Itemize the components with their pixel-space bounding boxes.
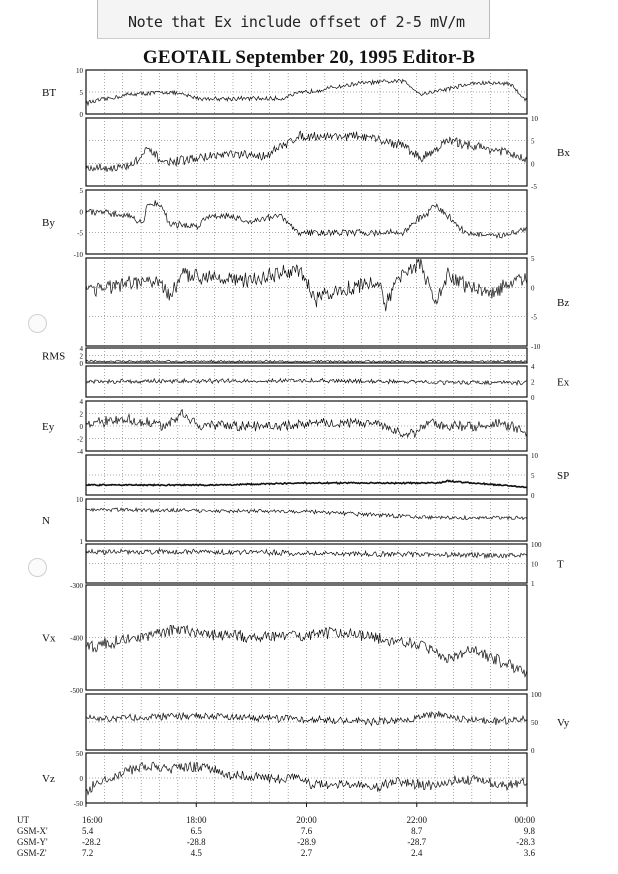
panel-label-bz: Bz <box>557 297 570 309</box>
tick-label-vy: 100 <box>531 691 542 699</box>
tick-label-ex: 4 <box>531 363 535 371</box>
panel-label-rms: RMS <box>42 350 66 363</box>
panel-frame-bz <box>86 258 527 346</box>
tick-label-bx: -5 <box>531 183 537 191</box>
tick-label-ex: 2 <box>531 378 535 387</box>
panel-label-vx: Vx <box>42 632 56 645</box>
footer-value: -28.2 <box>82 837 101 847</box>
footer-row-label: GSM-Y' <box>17 837 48 847</box>
tick-label-ey: 0 <box>79 423 83 431</box>
tick-label-vx: -400 <box>70 634 83 643</box>
tick-label-bz: 5 <box>531 255 535 263</box>
tick-label-vy: 0 <box>531 747 535 755</box>
note-text: Note that Ex include offset of 2-5 mV/m <box>128 13 465 31</box>
tick-label-bz: -5 <box>531 313 537 322</box>
footer-value: 7.2 <box>82 848 94 858</box>
tick-label-ey: -2 <box>77 435 83 444</box>
tick-label-t: 1 <box>531 580 535 588</box>
tick-label-ex: 0 <box>531 394 535 402</box>
chart-title: GEOTAIL September 20, 1995 Editor-B <box>142 47 476 68</box>
tick-label-n: 10 <box>76 496 83 504</box>
footer-value: 18:00 <box>185 815 207 825</box>
footer-value: -28.3 <box>516 837 535 847</box>
footer-value: 00:00 <box>514 815 535 825</box>
footer-value: 6.5 <box>190 826 202 836</box>
footer-value: 4.5 <box>190 848 202 858</box>
footer-value: -28.9 <box>297 837 316 847</box>
tick-label-rms: 4 <box>79 345 83 353</box>
footer-value: 20:00 <box>296 815 317 825</box>
footer-value: 7.6 <box>300 826 313 836</box>
data-trace-vx <box>86 625 527 676</box>
tick-label-sp: 0 <box>531 492 535 500</box>
tick-label-bz: -10 <box>531 343 541 351</box>
tick-label-ey: -4 <box>77 448 83 456</box>
footer-value: -28.8 <box>186 837 206 847</box>
footer-value: 2.4 <box>411 848 423 858</box>
tick-label-bx: 10 <box>531 115 538 123</box>
tick-label-bz: 0 <box>531 284 535 293</box>
footer-row-label: GSM-X' <box>17 826 48 836</box>
tick-label-bx: 5 <box>531 137 535 146</box>
tick-label-by: 5 <box>79 187 83 195</box>
tick-label-bx: 0 <box>531 160 535 169</box>
panel-label-ey: Ey <box>42 421 55 433</box>
tick-label-vx: -500 <box>70 687 83 695</box>
tick-label-vz: 50 <box>76 750 83 758</box>
panel-label-sp: SP <box>557 470 570 482</box>
footer-value: 16:00 <box>82 815 103 825</box>
footer-value: 2.7 <box>300 848 313 858</box>
panel-label-t: T <box>557 558 564 571</box>
footer-row-label: UT <box>17 815 29 825</box>
tick-label-bt: 0 <box>79 111 83 119</box>
tick-label-vx: -300 <box>70 582 83 590</box>
tick-label-bt: 10 <box>76 67 83 75</box>
tick-label-t: 10 <box>531 560 538 569</box>
tick-label-sp: 10 <box>531 452 538 460</box>
tick-label-vz: -50 <box>73 800 83 808</box>
footer-row-label: GSM-Z' <box>17 848 47 858</box>
tick-label-by: -5 <box>77 229 83 238</box>
footer-value: 8.7 <box>411 826 423 836</box>
panel-label-bt: BT <box>42 87 57 99</box>
tick-label-bt: 5 <box>79 89 83 97</box>
panel-label-vy: Vy <box>557 717 570 729</box>
panel-label-vz: Vz <box>42 773 55 785</box>
tick-label-vy: 50 <box>531 719 538 727</box>
tick-label-by: -10 <box>73 251 83 259</box>
panel-label-bx: Bx <box>557 147 570 159</box>
footer-value: 22:00 <box>406 815 428 825</box>
tick-label-vz: 0 <box>79 775 83 783</box>
tick-label-sp: 5 <box>531 472 535 480</box>
tick-label-ey: 2 <box>79 410 83 419</box>
tick-label-t: 100 <box>531 541 542 549</box>
tick-label-ey: 4 <box>79 398 83 406</box>
footer-value: 5.4 <box>82 826 94 836</box>
footer-value: -28.7 <box>407 837 427 847</box>
footer-value: 9.8 <box>523 826 535 836</box>
tick-label-by: 0 <box>79 208 83 217</box>
footer-value: 3.6 <box>523 848 535 858</box>
tick-label-rms: 0 <box>79 360 83 368</box>
tick-label-rms: 2 <box>79 352 83 361</box>
tick-label-n: 1 <box>79 538 83 546</box>
panel-label-n: N <box>42 515 50 527</box>
panel-label-ex: Ex <box>557 376 570 389</box>
panel-label-by: By <box>42 217 55 229</box>
data-trace-sp <box>86 480 527 487</box>
